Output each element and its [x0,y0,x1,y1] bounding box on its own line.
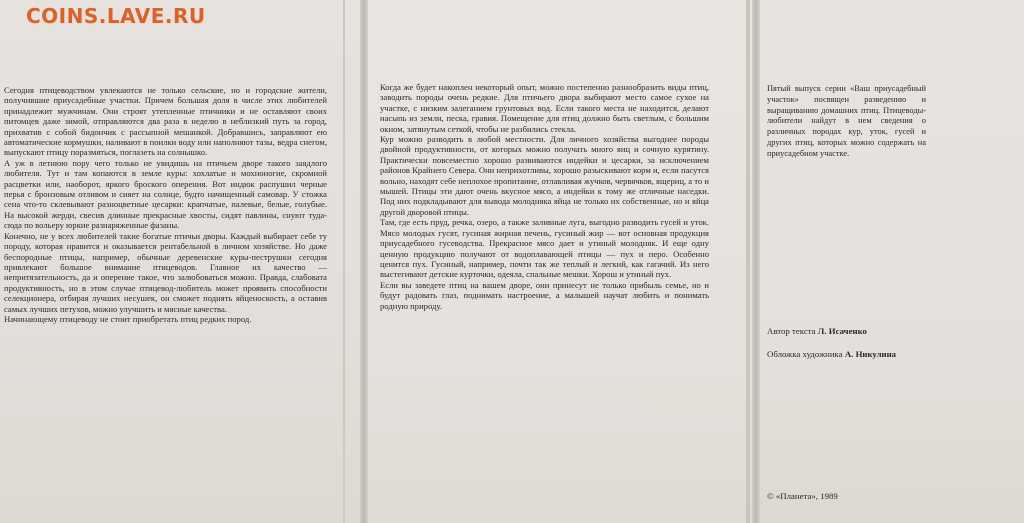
right-panel [760,0,1024,523]
fold-line [360,0,368,523]
cover-label: Обложка художника [767,349,843,359]
cover-artist-name: А. Никулина [844,349,897,359]
left-text-column [4,85,327,324]
paragraph: Конечно, не у всех любителей такие богатые птичьи дворы. Каждый выбирает себе ту породу, которая нравится и оказывается рентабельной в личном хозяйстве. Но даже беспородные птицы, например, обычные деревенские куры-пеструшки сегодня привлекают большое внимание птицеводов. Главное их качество — непритязательность, да и оперение такое, что залюбоваться можно. Правда, слабовата продуктивность, но в этом случае птицевод-любитель может проявить способности селекционера, отбирая лучших несушек, он сможет поднять яйценоскость, а оставив самых лучших петухов, можно улучшить и мясные качества. [4,230,327,314]
author-credit [767,326,867,337]
paragraph: Сегодня птицеводством увлекаются не только сельские, но и городские жители, получившие приусадебные участки. Причем большая доля в числе этих любителей принадлежит мужчинам. Они строят утепленные птичники и не оставляют своих питомцев даже зимой, отправляются два раза в неделю в неблизкий путь за город, прихватив с собой бидончик с рассыпной мешанкой. Добравшись, заправляют ею автоматические кормушки, наливают в поилки воду или наполняют тазы, ведра снегом, выпускают птицу поразмяться, поглазеть на солнышко. [4,85,327,158]
paragraph: Там, где есть пруд, речка, озеро, а также заливные луга, выгодно разводить гусей и уток. Мясо молодых гусят, гусиная жирная печень, гусиный жир — вот основная продукция приусадебного гусеводства. Прекрасное мясо дает и утиный молодняк. И еще одну ценную продукцию получают от водоплавающей птицы — пух и перо. Особенно ценится пух. Гусиный, например, почти так же теплый и легкий, как гагачий. Из него выстегивают детские курточки, одеяла, спальные мешки. Хорош и утиный пух. [380,217,709,280]
cover-artist-credit [767,349,896,360]
author-name: Л. Исаченко [817,326,867,336]
paragraph: Начинающему птицеводу не стоит приобретать птиц редких пород. [4,313,252,324]
copyright-notice: © «Планета», 1989 [767,491,838,501]
author-label: Автор текста [767,326,816,336]
paragraph: А уж в летнюю пору чего только не увидишь на птичьем дворе такого заядлого любителя. Тут и там копаются в земле куры: хохлатые и мохноногие, скромной расцветки или, наоборот, яркого броского оперения. Вот индюк распушил черные перья с бронзовым отливом и сияет на солнце, будто начищенный самовар. У стожка сена что-то склевывают разноцветные цесарки: крапчатые, палевые, белые, голубые. На высокой жерди, свесив длинные прекрасные хвосты, сидят павлины, снуют туда-сюда по вольеру юркие разнаряженные фазаны. [4,157,327,231]
crease-line [343,0,345,523]
paragraph: Кур можно разводить в любой местности. Для личного хозяйства выгоднее породы двойной продуктивности, от которых можно получать много яиц и сочную курятину. Практически повсеместно хорошо развиваются индейки и цесарки, за исключением районов Крайнего Севера. Они неприхотливы, хорошо разыскивают корм и, если пасутся вольно, находят себе неплохое пропитание, отлавливая жучков, червячков, ящериц, а то и мышей. Птицы эти дают очень вкусное мясо, а индейки к тому же отличные наседки. Под них подкладывают для вывода молодняка яйца не только их собственные, но и яйца другой дворовой птицы. [380,134,709,217]
series-intro: Пятый выпуск серии «Ваш приусадебный участок» посвящен разведению и выращиванию домашних птиц. Птицеводы-любители найдут в нем сведения о различных породах кур, уток, гусей и других птиц, которых можно содержать на приусадебном участке. [767,84,926,158]
middle-text-column [380,82,709,311]
fold-line [752,0,760,523]
paragraph: Если вы заведете птиц на вашем дворе, они принесут не только прибыль семье, но и будут радовать глаз, поднимать настроение, а малышей научат любить и понимать родную природу. [380,279,709,311]
paragraph: Когда же будет накоплен некоторый опыт, можно постепенно разнообразить виды птиц, заводить породы очень редкие. Для птичьего двора выбирают место самое сухое на участке, с низким залеганием грунтовых вод. Если такого места не находится, делают насыпь из земли, песка, гравия. Помещение для птиц должно быть светлым, с большим окном, затянутым сеткой, чтобы не разбились стекла. [380,82,709,134]
watermark: COINS.LAVE.RU [26,4,206,28]
crease-line [746,0,750,523]
